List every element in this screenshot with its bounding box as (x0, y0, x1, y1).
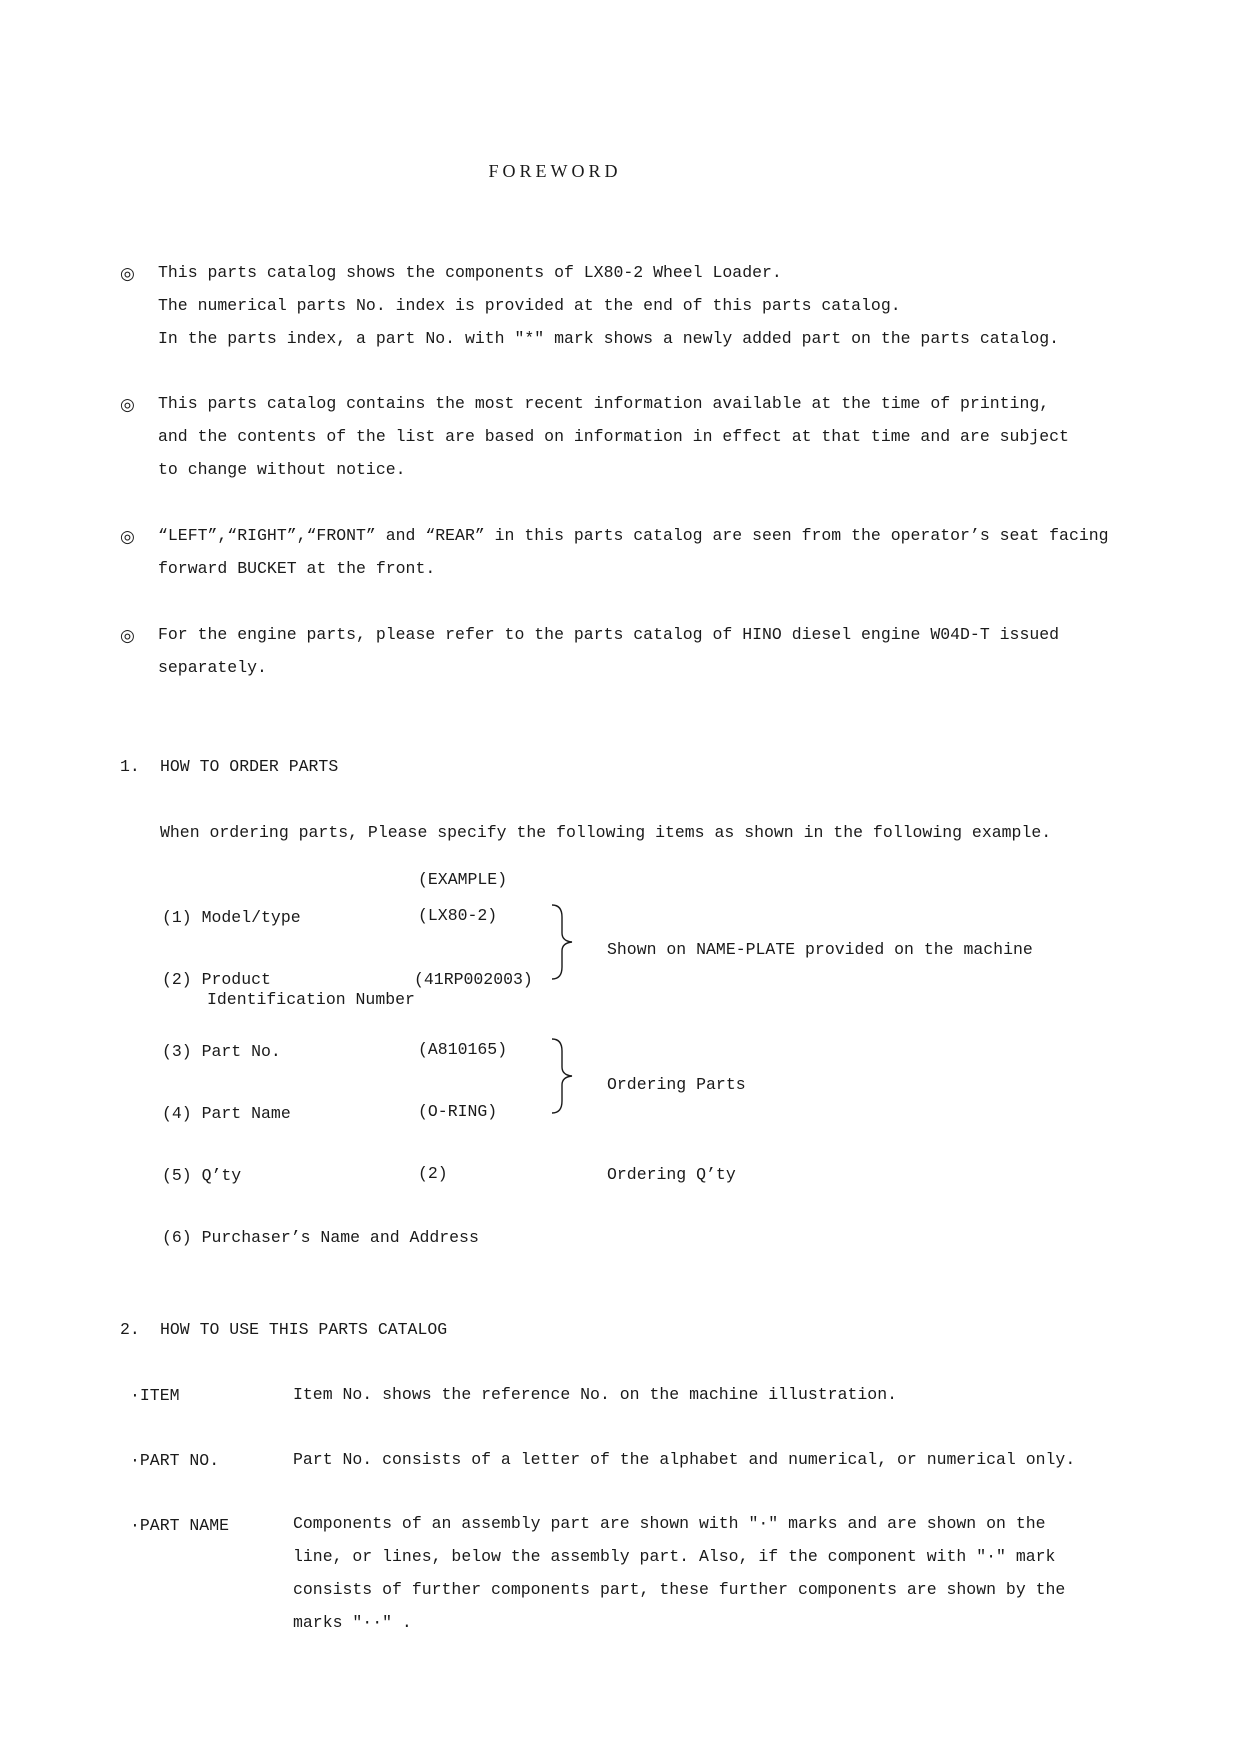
item-example: (O-RING) (418, 1102, 498, 1121)
double-circle-icon: ◎ (120, 527, 135, 547)
term: ·PART NO. (130, 1451, 220, 1470)
double-circle-icon: ◎ (120, 626, 135, 646)
section-heading: HOW TO USE THIS PARTS CATALOG (160, 1320, 448, 1339)
note-line: This parts catalog contains the most recent information available at the time of printing, (158, 394, 1050, 413)
term: ·ITEM (130, 1386, 180, 1405)
note-line: “LEFT”,“RIGHT”,“FRONT” and “REAR” in this parts catalog are seen from the operator’s seat facing (158, 526, 1109, 545)
note-line: In the parts index, a part No. with ″*″ mark shows a newly added part on the parts catalog. (158, 329, 1060, 348)
note-line: The numerical parts No. index is provided at the end of this parts catalog. (158, 296, 901, 315)
item-example: (41RP002003) (414, 970, 533, 989)
definition-line: Item No. shows the reference No. on the machine illustration. (293, 1385, 897, 1404)
item-example: (A810165) (418, 1040, 508, 1059)
group-note: Ordering Parts (607, 1075, 746, 1094)
note-line: This parts catalog shows the components of LX80-2 Wheel Loader. (158, 263, 782, 282)
item-label: (3) Part No. (162, 1042, 281, 1061)
note-line: For the engine parts, please refer to the parts catalog of HINO diesel engine W04D-T issued (158, 625, 1060, 644)
section-intro: When ordering parts, Please specify the following items as shown in the following example. (160, 823, 1052, 842)
definition-line: consists of further components part, these further components are shown by the (293, 1580, 1066, 1599)
item-label: Identification Number (207, 990, 415, 1009)
double-circle-icon: ◎ (120, 264, 135, 284)
qty-note: Ordering Q’ty (607, 1165, 736, 1184)
double-circle-icon: ◎ (120, 395, 135, 415)
right-brace-icon (550, 1037, 582, 1115)
definition-line: marks ″··″ . (293, 1613, 412, 1632)
section-number: 2. (120, 1320, 140, 1339)
note-line: separately. (158, 658, 267, 677)
definition-line: Part No. consists of a letter of the alphabet and numerical, or numerical only. (293, 1450, 1076, 1469)
note-line: forward BUCKET at the front. (158, 559, 436, 578)
item-example: (2) (418, 1164, 448, 1183)
section-heading: HOW TO ORDER PARTS (160, 757, 339, 776)
item-label: (4) Part Name (162, 1104, 291, 1123)
page-title: FOREWORD (488, 161, 622, 181)
item-label: (6) Purchaser’s Name and Address (162, 1228, 479, 1247)
item-example: (LX80-2) (418, 906, 498, 925)
note-line: and the contents of the list are based on information in effect at that time and are subject (158, 427, 1069, 446)
definition-line: Components of an assembly part are shown with ″·″ marks and are shown on the (293, 1514, 1046, 1533)
term: ·PART NAME (130, 1516, 230, 1535)
group-note: Shown on NAME-PLATE provided on the machine (607, 940, 1033, 959)
note-line: to change without notice. (158, 460, 406, 479)
right-brace-icon (550, 903, 582, 981)
item-label: (2) Product (162, 970, 271, 989)
section-number: 1. (120, 757, 140, 776)
example-header: (EXAMPLE) (418, 870, 508, 889)
item-label: (1) Model/type (162, 908, 301, 927)
item-label: (5) Q’ty (162, 1166, 242, 1185)
definition-line: line, or lines, below the assembly part. Also, if the component with ″·″ mark (293, 1547, 1056, 1566)
